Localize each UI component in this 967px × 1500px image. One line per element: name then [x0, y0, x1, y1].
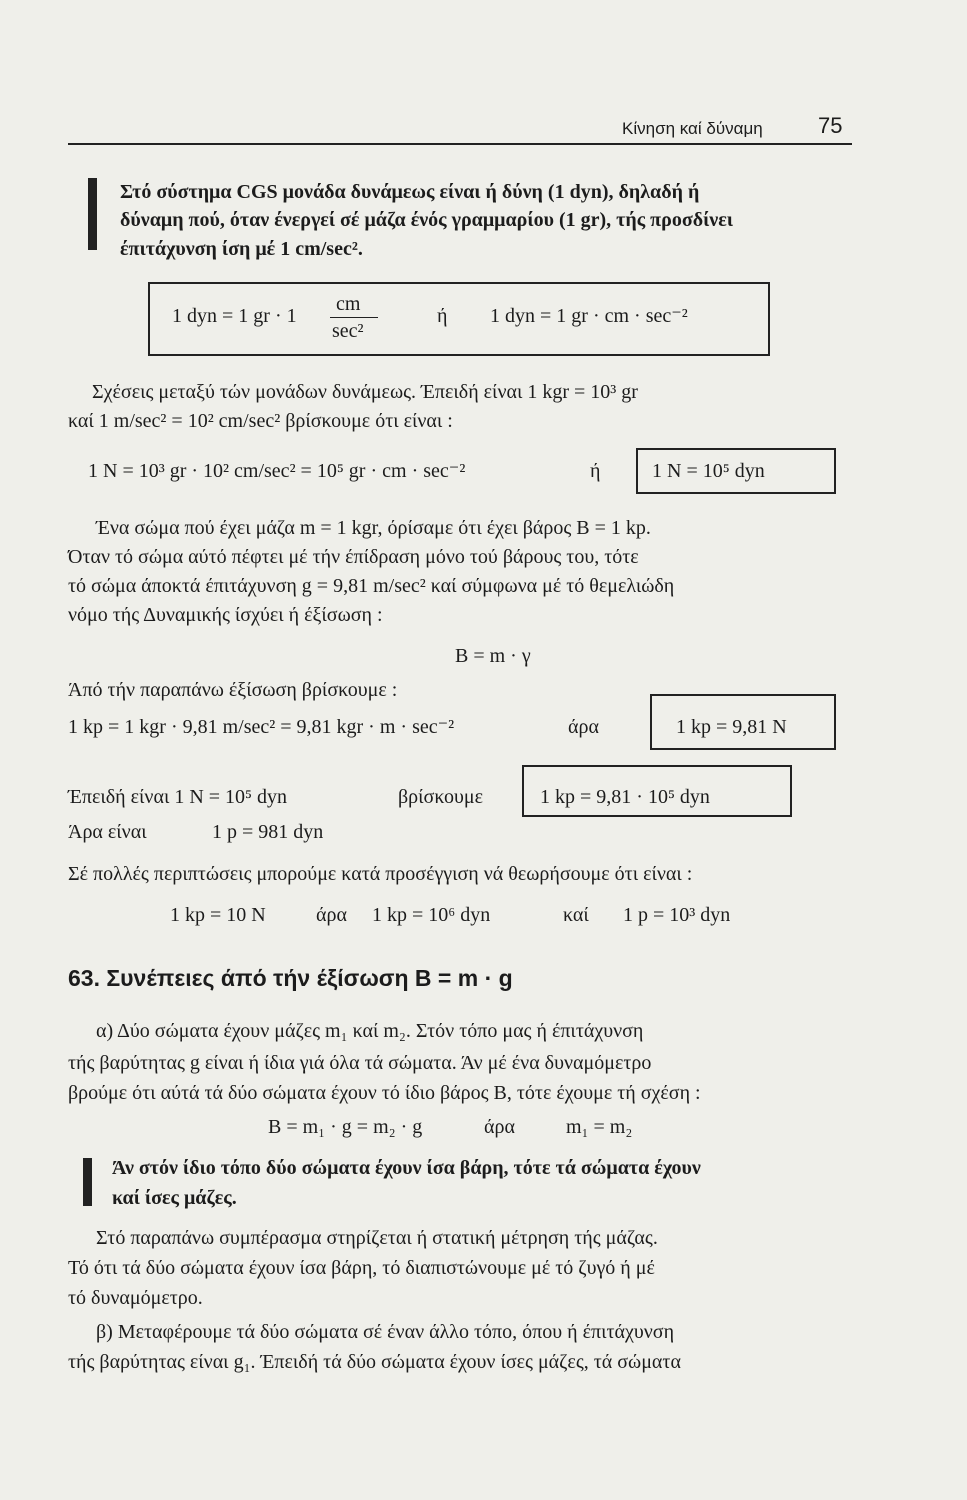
kp-dyn-mid: βρίσκουμε	[398, 786, 483, 808]
masses-equation-left: B = m₁ · g = m₂ · g	[268, 1116, 423, 1138]
dyn-fraction-numerator: cm	[336, 293, 361, 315]
dyn-or: ή	[437, 305, 448, 327]
approx-kai: καί	[563, 904, 589, 926]
newton-dyn-result: 1 N = 10⁵ dyn	[652, 460, 765, 482]
margin-marker-bar	[88, 178, 97, 250]
dyn-formula-left: 1 dyn = 1 gr · 1	[172, 305, 297, 327]
running-header-title: Κίνηση καί δύναμη	[622, 119, 763, 138]
masses-equation-right: m₁ = m₂	[566, 1116, 633, 1138]
fraction-line	[330, 317, 378, 318]
kp-paragraph-line-3: τό σώμα άποκτά έπιτάχυνση g = 9,81 m/sec² καί σύμφωνα μέ τό θεμελιώδη	[68, 575, 675, 597]
conclusion-line-1: Άν στόν ίδιο τόπο δύο σώματα έχουν ίσα βάρη, τότε τά σώματα έχουν	[112, 1157, 701, 1179]
para-a-line-1: α) Δύο σώματα έχουν μάζες m₁ καί m₂. Στόν τόπο μας ή έπιτάχυνση	[96, 1020, 644, 1042]
conclusion-line-2: καί ίσες μάζες.	[112, 1187, 237, 1209]
dyn-fraction-denominator: sec²	[332, 320, 364, 342]
relations-line-2: καί 1 m/sec² = 10² cm/sec² βρίσκουμε ότι είναι :	[68, 410, 453, 432]
dyn-formula-right: 1 dyn = 1 gr · cm · sec⁻²	[490, 305, 688, 327]
newton-or: ή	[590, 460, 601, 482]
kp-paragraph-line-1: Ένα σώμα πού έχει μάζα m = 1 kgr, όρίσαμε ότι έχει βάρος B = 1 kp.	[96, 517, 651, 539]
newton-dyn-equation: 1 N = 10³ gr · 10² cm/sec² = 10⁵ gr · cm · sec⁻²	[88, 460, 466, 482]
masses-ara: άρα	[484, 1116, 515, 1138]
page-number: 75	[818, 113, 843, 138]
approximation-line: Σέ πολλές περιπτώσεις μπορούμε κατά προσέγγιση νά θεωρήσουμε ότι είναι :	[68, 863, 693, 885]
section-63-heading: 63. Συνέπειες άπό τήν έξίσωση B = m · g	[68, 965, 513, 991]
approx-kp-n: 1 kp = 10 N	[170, 904, 266, 926]
kp-paragraph-line-4: νόμο τής Δυναμικής ίσχύει ή έξίσωση :	[68, 604, 383, 626]
kp-equation-ara: άρα	[568, 716, 599, 738]
from-equation-line: Άπό τήν παραπάνω έξίσωση βρίσκουμε :	[68, 679, 398, 701]
p-dyn-left: Άρα είναι	[68, 821, 147, 843]
para-b-line-3: τό δυναμόμετρο.	[68, 1287, 203, 1309]
cgs-definition-line-2: δύναμη πού, όταν ένεργεί σέ μάζα ένός γραμμαρίου (1 gr), τής προσδίνει	[120, 209, 733, 231]
para-b-line-1: Στό παραπάνω συμπέρασμα στηρίζεται ή στατική μέτρηση τής μάζας.	[96, 1227, 658, 1249]
header-rule	[68, 143, 852, 145]
equation-b-m-gamma: B = m · γ	[455, 645, 531, 667]
kp-newton-result: 1 kp = 9,81 N	[676, 716, 787, 738]
relations-line-1: Σχέσεις μεταξύ τών μονάδων δυνάμεως. Έπειδή είναι 1 kgr = 10³ gr	[92, 381, 638, 403]
cgs-definition-line-1: Στό σύστημα CGS μονάδα δυνάμεως είναι ή δύνη (1 dyn), δηλαδή ή	[120, 181, 700, 203]
kp-equation-left: 1 kp = 1 kgr · 9,81 m/sec² = 9,81 kgr · m · sec⁻²	[68, 716, 455, 738]
para-b-line-4: β) Μεταφέρουμε τά δύο σώματα σέ έναν άλλο τόπο, όπου ή έπιτάχυνση	[96, 1321, 675, 1343]
kp-dyn-result: 1 kp = 9,81 · 10⁵ dyn	[540, 786, 710, 808]
para-a-line-3: βρούμε ότι αύτά τά δύο σώματα έχουν τό ίδιο βάρος B, τότε έχουμε τή σχέση :	[68, 1082, 701, 1104]
margin-marker-bar	[83, 1158, 92, 1206]
cgs-definition-line-3: έπιτάχυνση ίση μέ 1 cm/sec².	[120, 238, 363, 260]
approx-kp-dyn: 1 kp = 10⁶ dyn	[372, 904, 491, 926]
para-b-line-5: τής βαρύτητας είναι g₁. Έπειδή τά δύο σώματα έχουν ίσες μάζες, τά σώματα	[68, 1351, 681, 1373]
p-dyn-right: 1 p = 981 dyn	[212, 821, 324, 843]
kp-paragraph-line-2: Όταν τό σώμα αύτό πέφτει μέ τήν έπίδραση μόνο τού βάρους του, τότε	[68, 546, 639, 568]
approx-p-dyn: 1 p = 10³ dyn	[623, 904, 731, 926]
para-a-line-2: τής βαρύτητας g είναι ή ίδια γιά όλα τά σώματα. Άν μέ ένα δυναμόμετρο	[68, 1052, 652, 1074]
kp-dyn-left: Έπειδή είναι 1 N = 10⁵ dyn	[68, 786, 288, 808]
approx-ara: άρα	[316, 904, 347, 926]
para-b-line-2: Τό ότι τά δύο σώματα έχουν ίσα βάρη, τό διαπιστώνουμε μέ τό ζυγό ή μέ	[68, 1257, 655, 1279]
